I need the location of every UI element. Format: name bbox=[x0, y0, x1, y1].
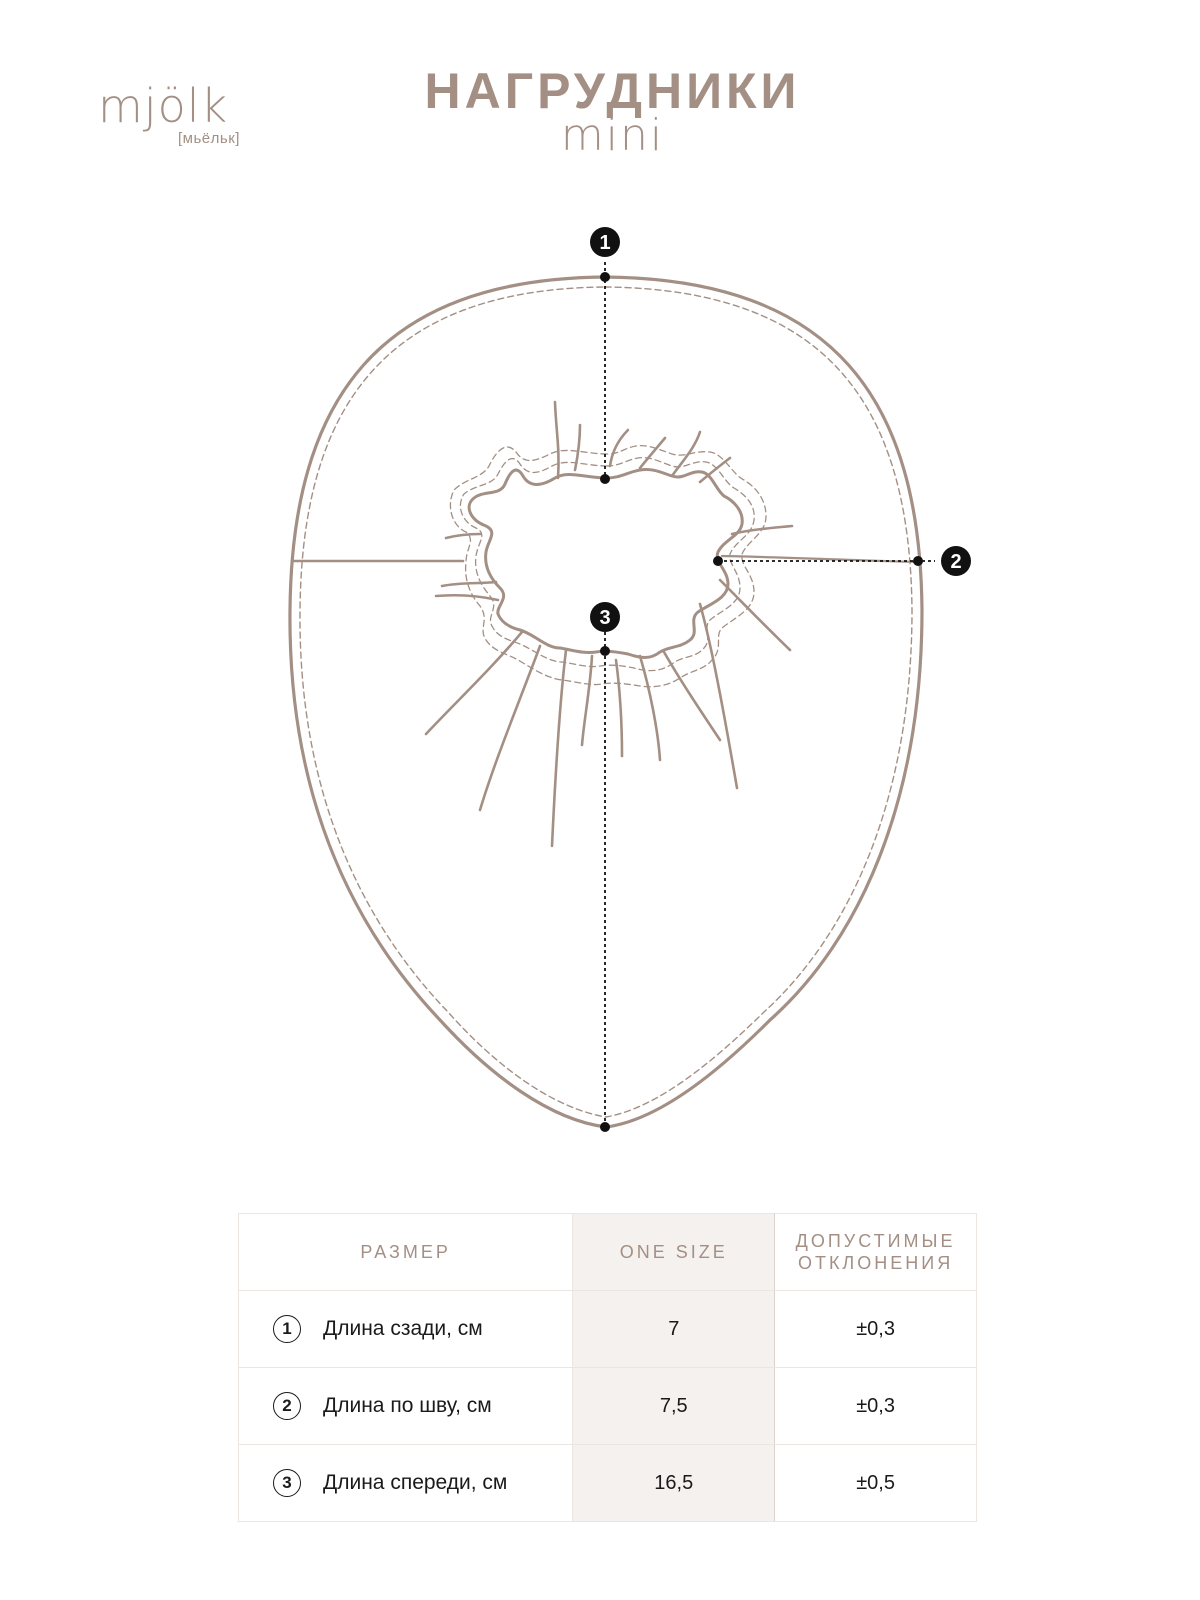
row-name bbox=[239, 1368, 573, 1445]
neckline-stitch-inner bbox=[460, 458, 754, 671]
row-tolerance: ±0,3 bbox=[775, 1291, 977, 1368]
row-value: 16,5 bbox=[573, 1445, 775, 1522]
measure-point-2-right bbox=[913, 556, 923, 566]
marker-2 bbox=[941, 546, 971, 576]
bib-outline bbox=[290, 277, 922, 1127]
brand-name: mjölk bbox=[98, 79, 229, 133]
row-number-badge: 2 bbox=[273, 1392, 301, 1420]
header-one-size: ONE SIZE bbox=[573, 1214, 775, 1291]
table-header-row bbox=[239, 1214, 977, 1291]
row-name bbox=[239, 1291, 573, 1368]
row-tolerance: ±0,3 bbox=[775, 1368, 977, 1445]
header-size: РАЗМЕР bbox=[239, 1214, 573, 1291]
row-label: Длина по шву, см bbox=[323, 1394, 492, 1417]
row-label: Длина спереди, см bbox=[323, 1471, 508, 1494]
row-value: 7 bbox=[573, 1291, 775, 1368]
marker-1 bbox=[590, 227, 620, 257]
page-subtitle: mini bbox=[560, 110, 665, 161]
row-label: Длина сзади, см bbox=[323, 1317, 483, 1340]
measure-point-1-bottom bbox=[600, 474, 610, 484]
measure-point-1-top bbox=[600, 272, 610, 282]
header-tolerance-line2: ОТКЛОНЕНИЯ bbox=[797, 1253, 954, 1273]
bib-stitching bbox=[300, 287, 912, 1117]
size-table bbox=[238, 1213, 977, 1522]
row-name bbox=[239, 1445, 573, 1522]
row-tolerance: ±0,5 bbox=[775, 1445, 977, 1522]
measure-point-3-top bbox=[600, 646, 610, 656]
measure-point-3-bottom bbox=[600, 1122, 610, 1132]
row-value: 7,5 bbox=[573, 1368, 775, 1445]
header-tolerance-line1: ДОПУСТИМЫЕ bbox=[795, 1231, 956, 1251]
svg-text:3: 3 bbox=[599, 607, 611, 629]
header-tolerance bbox=[775, 1214, 977, 1291]
svg-text:2: 2 bbox=[950, 551, 962, 573]
page-title: НАГРУДНИКИ bbox=[424, 63, 801, 119]
row-number-badge: 3 bbox=[273, 1469, 301, 1497]
table-row bbox=[239, 1445, 977, 1522]
row-number-badge: 1 bbox=[273, 1315, 301, 1343]
table-row bbox=[239, 1368, 977, 1445]
table-row bbox=[239, 1291, 977, 1368]
measure-point-2-left bbox=[713, 556, 723, 566]
marker-3 bbox=[590, 602, 620, 632]
svg-text:1: 1 bbox=[599, 232, 611, 254]
brand-pronunciation: [мьёльк] bbox=[178, 130, 240, 147]
